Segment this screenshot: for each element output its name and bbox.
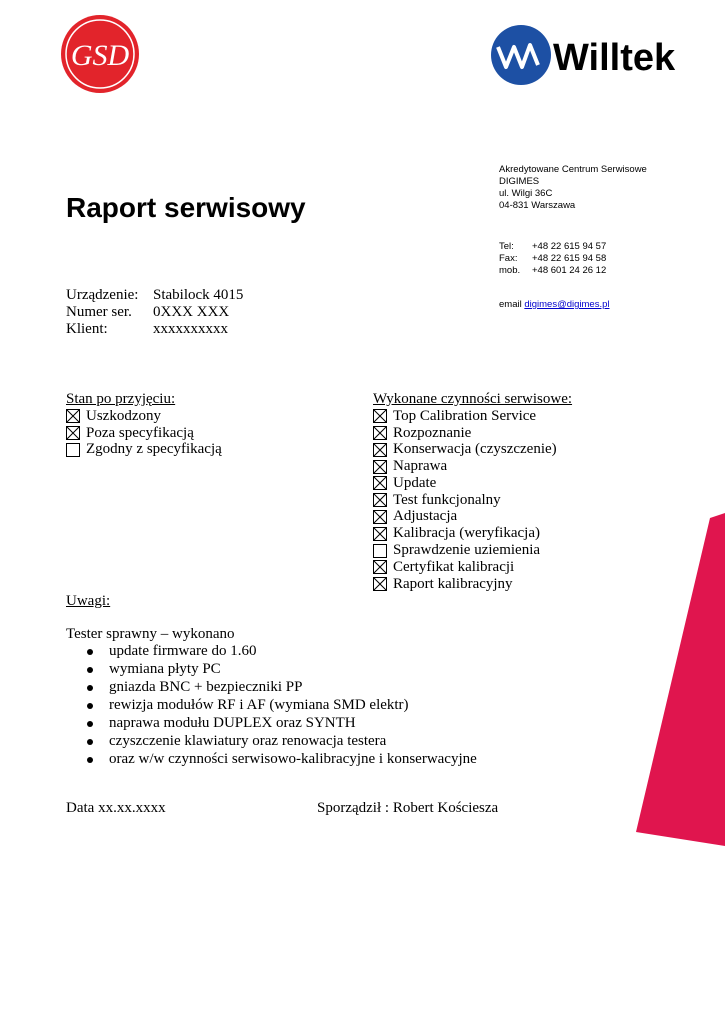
intake-checklist [66,408,222,458]
checklist-item-label: Kalibracja (weryfikacja) [393,525,540,542]
checkbox-x-mark [67,410,79,422]
bullet-icon [87,757,93,763]
checkbox-checked[interactable] [373,527,387,541]
tel-row [499,241,606,253]
gsd-logo-text: GSD [70,39,130,72]
bullet-text: rewizja modułów RF i AF (wymiana SMD elektr) [109,697,409,713]
contact-line: Akredytowane Centrum Serwisowe [499,164,647,175]
bullet-text: gniazda BNC + bezpieczniki PP [109,679,303,695]
checklist-item [66,408,222,425]
checklist-item-label: Adjustacja [393,508,458,525]
checklist-item [373,559,572,576]
checkbox-x-mark [374,410,386,422]
bullet-text: wymiana płyty PC [109,661,221,677]
checkbox-x-mark [374,461,386,473]
list-item [66,643,477,661]
list-item [66,697,477,715]
checklist-item [66,425,222,442]
contact-phones [499,241,606,277]
device-value: Stabilock 4015 [153,287,244,303]
checklist-item-label: Test funkcjonalny [393,491,501,508]
checklist-item-label: Sprawdzenie uziemienia [393,542,541,559]
report-date: Data xx.xx.xxxx [66,800,166,816]
bullet-text: oraz w/w czynności serwisowo-kalibracyjne i konserwacyjne [109,751,477,767]
contact-line: 04-831 Warszawa [499,200,576,211]
report-author: Sporządził : Robert Kościesza [317,800,499,816]
list-item [66,733,477,751]
list-item [66,715,477,733]
checklist-item-label: Konserwacja (czyszczenie) [393,441,557,458]
checkbox-x-mark [374,477,386,489]
checklist-item [373,492,572,509]
checklist-item [373,576,572,593]
checkbox-x-mark [374,578,386,590]
serial-label: Numer ser. [66,304,132,320]
willtek-logo-graphic [490,25,690,85]
fax-label: Fax: [499,253,518,264]
checklist-item [373,408,572,425]
checkbox-checked[interactable] [66,409,80,423]
checkbox-x-mark [374,444,386,456]
willtek-logo-text: Willtek [553,37,676,79]
checkbox-unchecked[interactable] [373,544,387,558]
bullet-icon [87,667,93,673]
checklist-item [373,458,572,475]
bullet-text: czyszczenie klawiatury oraz renowacja testera [109,733,387,749]
mob-label: mob. [499,265,521,276]
tel-value: +48 22 615 94 57 [532,241,607,252]
bullet-icon [87,721,93,727]
checklist-item-label: Raport kalibracyjny [393,575,513,592]
fax-row [499,253,606,265]
checklist-item-label: Update [393,474,437,491]
checkbox-checked[interactable] [373,443,387,457]
checkbox-x-mark [374,494,386,506]
bullet-text: naprawa modułu DUPLEX oraz SYNTH [109,715,356,731]
client-value: xxxxxxxxxx [153,321,228,337]
checklist-item [373,425,572,442]
checkbox-x-mark [374,511,386,523]
tel-label: Tel: [499,241,514,252]
checklist-item [373,525,572,542]
checkbox-checked[interactable] [373,426,387,440]
checkbox-x-mark [374,561,386,573]
checklist-item-label: Certyfikat kalibracji [393,558,515,575]
gsd-logo-graphic [60,14,140,94]
device-row [66,287,243,304]
notes-bullet-list [66,643,477,769]
email-label: email [499,299,522,310]
checklist-item-label: Top Calibration Service [393,407,537,424]
checkbox-checked[interactable] [373,510,387,524]
bullet-icon [87,703,93,709]
checklist-item [66,441,222,458]
intake-section [66,391,222,458]
checklist-item [373,509,572,526]
contact-email [499,299,610,311]
contact-line: DIGIMES [499,176,540,187]
checkbox-checked[interactable] [373,476,387,490]
checklist-item-label: Poza specyfikacją [86,424,194,441]
serial-row [66,304,243,321]
client-row [66,321,243,338]
checklist-item [373,542,572,559]
bullet-icon [87,649,93,655]
mob-value: +48 601 24 26 12 [532,265,607,276]
checklist-item-label: Rozpoznanie [393,424,472,441]
checkbox-checked[interactable] [66,426,80,440]
checkbox-x-mark [374,528,386,540]
willtek-logo [490,25,690,85]
checkbox-checked[interactable] [373,409,387,423]
checkbox-checked[interactable] [373,577,387,591]
mob-row [499,265,606,277]
device-info [66,287,243,338]
bullet-text: update firmware do 1.60 [109,643,257,659]
gsd-logo [60,14,140,94]
services-checklist [373,408,572,593]
contact-line: ul. Wilgi 36C [499,188,553,199]
notes-heading: Uwagi: [66,593,111,609]
page-title: Raport serwisowy [66,192,306,223]
checklist-item [373,441,572,458]
serial-value: 0XXX XXX [153,304,230,320]
client-label: Klient: [66,321,108,337]
checkbox-unchecked[interactable] [66,443,80,457]
intake-heading: Stan po przyjęciu: [66,390,176,407]
checkbox-checked[interactable] [373,560,387,574]
list-item [66,679,477,697]
bullet-icon [87,685,93,691]
checkbox-x-mark [374,427,386,439]
checklist-item [373,475,572,492]
checklist-item-label: Naprawa [393,458,448,475]
device-label: Urządzenie: [66,287,139,303]
checkbox-checked[interactable] [373,493,387,507]
checkbox-x-mark [67,427,79,439]
contact-address [499,164,647,212]
services-section [373,391,572,593]
notes-section [66,593,477,769]
fax-value: +48 22 615 94 58 [532,253,607,264]
checklist-item-label: Uszkodzony [86,407,161,424]
list-item [66,751,477,769]
checklist-item-label: Zgodny z specyfikacją [86,441,222,458]
checkbox-checked[interactable] [373,460,387,474]
list-item [66,661,477,679]
email-link[interactable]: digimes@digimes.pl [524,299,610,310]
notes-intro: Tester sprawny – wykonano [66,626,235,642]
services-heading: Wykonane czynności serwisowe: [373,390,573,407]
bullet-icon [87,739,93,745]
